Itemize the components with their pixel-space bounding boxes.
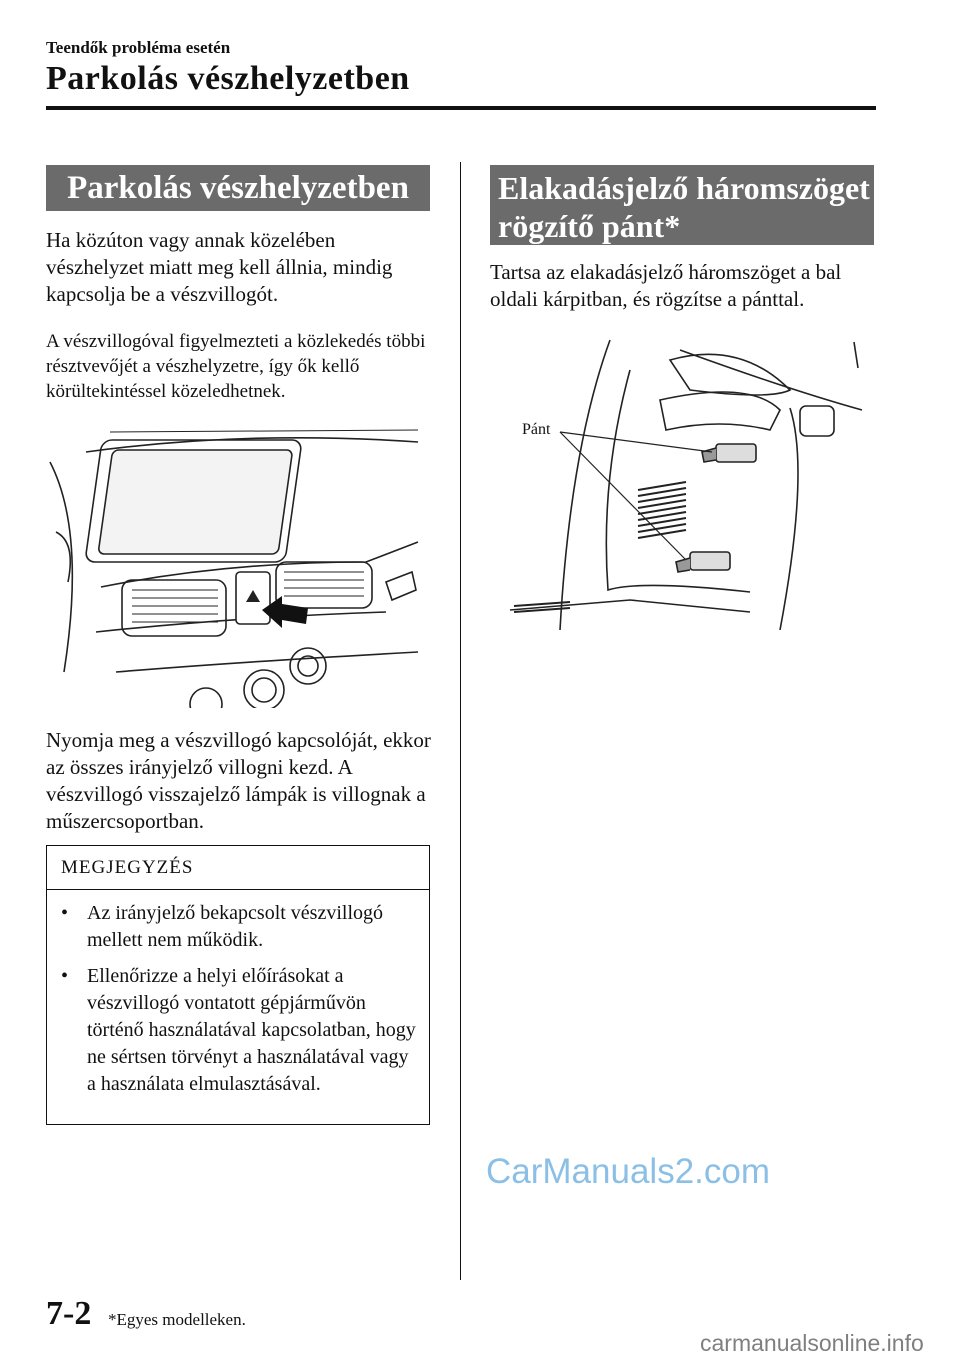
note-list: [47, 890, 429, 1098]
bullet-icon: •: [61, 965, 69, 987]
note-item-text: Ellenőrizze a helyi előírásokat a vészvillogó vontatott gépjárművön történő használatával kapcsolatban, hogy ne sértsen törvényt a használatával vagy a használata elmulasztásával.: [87, 965, 416, 1095]
instruction-paragraph: Nyomja meg a vészvillogó kapcsolóját, ekkor az összes irányjelző villogni kezd. A vészvillogó visszajelző lámpák is villognak a műszercsoportban.: [46, 728, 431, 833]
footnote: *Egyes modelleken.: [108, 1310, 246, 1329]
note-item: [61, 963, 419, 1098]
note-item-text: Az irányjelző bekapcsolt vészvillogó mellett nem működik.: [87, 902, 384, 951]
column-divider: [460, 162, 461, 1280]
hazard-switch-illustration: [46, 412, 432, 708]
chapter-label: Teendők probléma esetén: [46, 38, 231, 57]
section-title-emergency-parking: Parkolás vészhelyzetben: [46, 165, 430, 211]
strap-label: Pánt: [522, 421, 551, 438]
watermark-url: carmanualsonline.info: [700, 1330, 924, 1356]
page-title: Parkolás vészhelyzetben: [46, 60, 410, 97]
note-heading: MEGJEGYZÉS: [47, 846, 429, 890]
bullet-icon: •: [61, 902, 69, 924]
note-box: [46, 845, 430, 1125]
watermark-logo: CarManuals2.com: [486, 1152, 770, 1191]
intro-paragraph: Ha közúton vagy annak közelében vészhelyzet miatt meg kell állnia, mindig kapcsolja be a vészvillogót.: [46, 228, 393, 306]
note-item: [61, 900, 419, 954]
warning-triangle-strap-illustration: [490, 330, 876, 630]
strap-instruction-paragraph: Tartsa az elakadásjelző háromszöget a bal oldali kárpitban, és rögzítse a pánttal.: [490, 260, 842, 311]
explanation-paragraph: A vészvillogóval figyelmezteti a közlekedés többi résztvevőjét a vészhelyzetre, így ők kellő körültekintéssel közeledhetnek.: [46, 331, 426, 402]
page-number: 7-2: [46, 1295, 92, 1332]
header-rule: [46, 106, 876, 110]
section-title-triangle-strap: Elakadásjelző háromszöget rögzítő pánt*: [490, 165, 874, 245]
